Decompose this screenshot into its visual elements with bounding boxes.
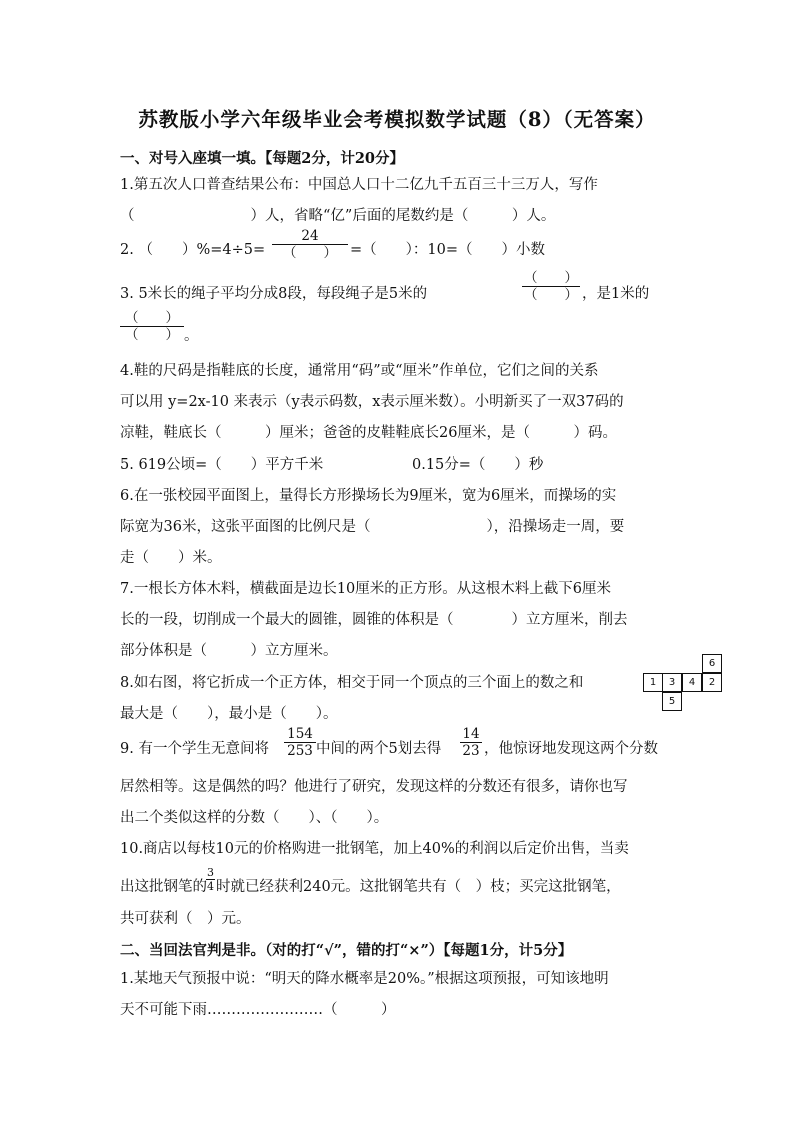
s2-q1-line2: 天不可能下雨……………………（ ） <box>120 1002 396 1018</box>
q9-suffix: ，他惊讶地发现这两个分数 <box>484 741 658 757</box>
q3-fraction-b-numerator: （ ） <box>125 310 179 326</box>
q3-prefix: 3. 5米长的绳子平均分成8段，每段绳子是5米的 <box>120 286 428 302</box>
q9-fraction-1 <box>284 726 316 759</box>
s2-q1-line1: 1.某地天气预报中说：“明天的降水概率是20%。”根据这项预报，可知该地明 <box>120 971 609 987</box>
q7-line2: 长的一段，切削成一个最大的圆锥，圆锥的体积是（ ）立方厘米，削去 <box>120 612 628 628</box>
q10-line1: 10.商店以每枝10元的价格购进一批钢笔，加上40%的利润以后定价出售，当卖 <box>120 841 629 857</box>
q9-fraction-2-numerator: 14 <box>462 726 480 742</box>
cube-face-4: 2 <box>702 673 722 692</box>
q2-prefix: 2. （ ）%=4÷5= <box>120 242 266 258</box>
cube-face-1: 1 <box>643 673 663 692</box>
q9-fraction-2 <box>460 726 482 759</box>
q3-fraction-a-denominator: （ ） <box>524 287 578 303</box>
q4-line3: 凉鞋，鞋底长（ ）厘米；爸爸的皮鞋鞋底长26厘米，是（ ）码。 <box>120 425 617 441</box>
q8-line1: 8.如右图，将它折成一个正方体，相交于同一个顶点的三个面上的数之和 <box>120 675 584 691</box>
cube-face-top: 6 <box>702 654 722 673</box>
q6-line1: 6.在一张校园平面图上，量得长方形操场长为9厘米，宽为6厘米，而操场的实 <box>120 488 617 504</box>
q2-fraction-numerator: 24 <box>301 228 319 244</box>
page-title: 苏教版小学六年级毕业会考模拟数学试题（8）（无答案） <box>138 108 656 131</box>
q9-prefix: 9. 有一个学生无意间将 <box>120 741 269 757</box>
q9-fraction-1-denominator: 253 <box>284 742 316 759</box>
q9-line3: 出二个类似这样的分数（ ）、（ ）。 <box>120 810 389 826</box>
q1-line1: 1.第五次人口普查结果公布：中国总人口十二亿九千五百三十三万人，写作 <box>120 177 598 193</box>
q6-line3: 走（ ）米。 <box>120 550 222 566</box>
section2-heading: 二、当回法官判是非。（对的打“√”，错的打“×”）【每题1分，计5分】 <box>120 942 573 959</box>
q7-line3: 部分体积是（ ）立方厘米。 <box>120 643 338 659</box>
q2-suffix: =（ ）：10=（ ）小数 <box>350 242 545 258</box>
q3-fraction-a <box>522 270 580 303</box>
q4-line2: 可以用 y=2x-10 来表示（y表示码数，x表示厘米数）。小明新买了一双37码的 <box>120 394 624 410</box>
q2-fraction <box>272 228 348 261</box>
q5-part-b: 0.15分=（ ）秒 <box>412 457 544 473</box>
q10-suffix: 时就已经获利240元。这批钢笔共有（ ）枝；买完这批钢笔， <box>216 879 621 895</box>
q8-line2: 最大是（ ），最小是（ ）。 <box>120 706 338 722</box>
q3-fraction-b-denominator: （ ） <box>120 326 184 343</box>
q4-line1: 4.鞋的尺码是指鞋底的长度，通常用“码”或“厘米”作单位，它们之间的关系 <box>120 363 599 379</box>
q10-fraction-numerator: 3 <box>207 866 214 879</box>
section1-heading: 一、对号入座填一填。【每题2分，计20分】 <box>120 150 405 167</box>
q6-line2: 际宽为36米，这张平面图的比例尺是（ ），沿操场走一周，要 <box>120 519 625 535</box>
q1-line2: （ ）人，省略“亿”后面的尾数约是（ ）人。 <box>120 208 556 224</box>
q3-fraction-a-numerator: （ ） <box>524 270 578 286</box>
q9-line2: 居然相等。这是偶然的吗？他进行了研究，发现这样的分数还有很多，请你也写 <box>120 779 628 795</box>
cube-face-2: 3 <box>662 673 682 692</box>
q2-fraction-denominator: （ ） <box>272 244 348 261</box>
q9-fraction-2-denominator: 23 <box>460 742 482 759</box>
cube-face-bottom: 5 <box>662 692 682 711</box>
q9-middle: 中间的两个5划去得 <box>316 741 442 757</box>
cube-face-3: 4 <box>682 673 702 692</box>
q3-suffix: ，是1米的 <box>582 286 650 302</box>
q3-end: 。 <box>184 328 199 344</box>
q10-line3: 共可获利（ ）元。 <box>120 911 251 927</box>
q10-fraction <box>206 866 215 893</box>
q7-line1: 7.一根长方体木料，横截面是边长10厘米的正方形。从这根木料上截下6厘米 <box>120 581 612 597</box>
q5-part-a: 5. 619公顷=（ ）平方千米 <box>120 457 324 473</box>
q9-fraction-1-numerator: 154 <box>287 726 313 742</box>
q10-prefix: 出这批钢笔的 <box>120 879 207 895</box>
q10-fraction-denominator: 4 <box>207 880 214 893</box>
q3-fraction-b <box>120 310 184 343</box>
